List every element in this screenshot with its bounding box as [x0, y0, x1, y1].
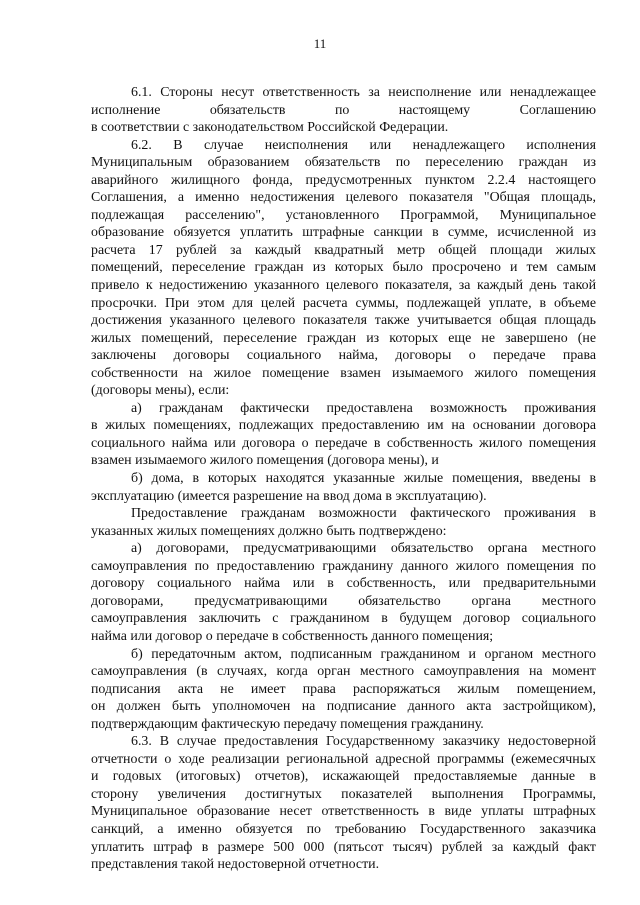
text-line: найма или договор о передаче в собственность данного помещения;	[91, 628, 494, 644]
text-line: санкций, а именно обязуется по требованию Государственного заказчика	[91, 821, 596, 837]
text-line: и годовых (итоговых) отчетов), искажающей предоставляемые данные в	[91, 769, 596, 785]
text-line: собственности на жилое помещение взамен изымаемого жилого помещения	[91, 365, 596, 381]
document-body	[91, 84, 596, 874]
text-line: образование обязуется уплатить штрафные санкции в сумме, исчисленной из	[91, 225, 596, 241]
text-line: он должен быть уполномочен на подписание данного акта застройщиком),	[91, 699, 596, 715]
text-line: подтверждающим фактическую передачу помещения гражданину.	[91, 716, 484, 732]
text-line: (договоры мены), если:	[91, 383, 230, 399]
page-number: 11	[313, 36, 327, 51]
text-line: отчетности о ходе реализации региональной адресной программы (ежемесячных	[91, 751, 596, 767]
text-line: Соглашения, а именно недостижения целевого показателя "Общая площадь,	[91, 190, 596, 206]
text-line: достижения указанного целевого показателя также учитывается общая площадь	[91, 313, 596, 329]
paragraph-first-line: 6.3. В случае предоставления Государственному заказчику недостоверной	[131, 734, 596, 750]
text-line: расчета 17 рублей за каждый квадратный метр общей площади жилых	[91, 242, 596, 258]
text-line: уплатить штраф в размере 500 000 (пятьсот тысяч) рублей за каждый факт	[91, 839, 596, 855]
text-line: заключены договоры социального найма, договоры о передаче права	[91, 348, 596, 364]
text-line: помещений, переселение граждан из которых было просрочено и тем самым	[91, 260, 596, 276]
text-line: Муниципальным образованием обязательств по переселению граждан из	[91, 155, 596, 171]
text-line: взамен изымаемого жилого помещения (договора мены), и	[91, 453, 439, 469]
paragraph-first-line: 6.2. В случае неисполнения или ненадлежащего исполнения	[131, 137, 596, 153]
text-line: подлежащая расселению", установленного Программой, Муниципальное	[91, 207, 596, 223]
text-line: жилых помещений, переселение граждан из которых еще не завершено (не	[91, 330, 596, 346]
text-line: договору социального найма или в собственность, или предварительными	[91, 576, 596, 592]
paragraph-first-line: б) дома, в которых находятся указанные жилые помещения, введены в	[131, 471, 596, 487]
text-line: сторону увеличения достигнутых показателей выполнения Программы,	[91, 786, 596, 802]
text-line: указанных жилых помещениях должно быть подтверждено:	[91, 523, 447, 539]
text-line: самоуправления (в случаях, когда орган местного самоуправления на момент	[91, 664, 596, 680]
text-line: в жилых помещениях, подлежащих предоставлению им на основании договора	[91, 418, 596, 434]
text-line: подписания акта не имеет права распоряжаться жилым помещением,	[91, 681, 596, 697]
paragraph-first-line: а) гражданам фактически предоставлена возможность проживания	[131, 400, 596, 416]
text-line: привело к недостижению указанного целевого показателя, за каждый день такой	[91, 278, 596, 294]
text-line: исполнение обязательств по настоящему Соглашению	[91, 102, 596, 118]
paragraph-first-line: 6.1. Стороны несут ответственность за неисполнение или ненадлежащее	[131, 85, 596, 100]
text-line: эксплуатацию (имеется разрешение на ввод дома в эксплуатацию).	[91, 488, 487, 504]
text-line: просрочки. При этом для целей расчета суммы, подлежащей уплате, в объеме	[91, 295, 596, 311]
paragraph-first-line: б) передаточным актом, подписанным гражданином и органом местного	[131, 646, 596, 662]
paragraph-first-line: Предоставление гражданам возможности фактического проживания в	[131, 506, 596, 522]
text-line: договорами, предусматривающими обязательство органа местного	[91, 593, 596, 609]
text-line: в соответствии с законодательством Российской Федерации.	[91, 120, 449, 136]
text-line: Муниципальное образование несет ответственность в виде уплаты штрафных	[91, 804, 596, 820]
text-line: самоуправления по предоставлению гражданину данного жилого помещения по	[91, 558, 596, 574]
paragraph-first-line: а) договорами, предусматривающими обязательство органа местного	[131, 541, 596, 557]
text-line: аварийного жилищного фонда, предусмотренных пунктом 2.2.4 настоящего	[91, 172, 596, 188]
text-line: представления такой недостоверной отчетности.	[91, 857, 380, 873]
text-line: самоуправления заключить с гражданином в будущем договор социального	[91, 611, 596, 627]
text-line: социального найма или договора о передаче в собственность жилого помещения	[91, 435, 596, 451]
